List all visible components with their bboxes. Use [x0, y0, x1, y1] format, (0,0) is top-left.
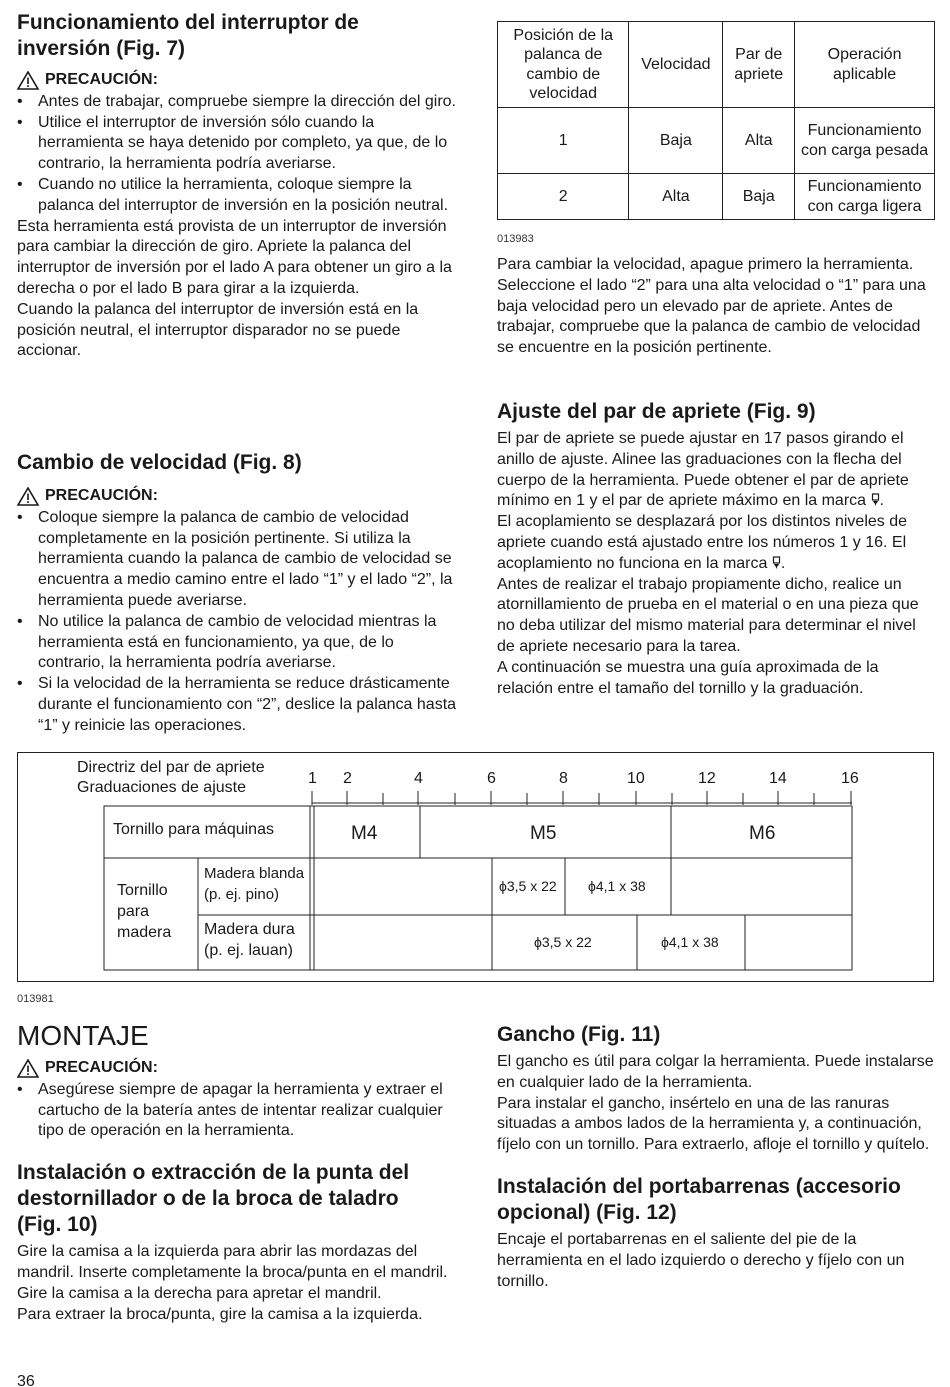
label-line: (p. ej. lauan)	[204, 942, 293, 959]
list-item: • Utilice el interruptor de inversión sólo cuando la herramienta se haya detenido por completo, ya que, de lo contrario, la herramienta podría averiarse.	[17, 113, 457, 175]
caution-heading	[17, 486, 457, 507]
table-header-cell: Par de apriete	[723, 22, 795, 108]
paragraph: El acoplamiento se desplazará por los distintos niveles de apriete cuando está ajustado entre los números 1 y 16. El acoplamiento no funciona en la marca .	[497, 513, 908, 572]
size-m5: M5	[530, 823, 557, 844]
title-line: inversión (Fig. 7)	[17, 37, 186, 60]
guide-label-line: Directriz del par de apriete	[77, 759, 265, 776]
label-line: Madera blanda	[204, 865, 305, 882]
caution-heading	[17, 70, 457, 91]
table-cell: Alta	[629, 174, 723, 220]
caution-label: PRECAUCIÓN:	[45, 71, 158, 88]
table-cell: 1	[498, 108, 629, 174]
list-item: • Si la velocidad de la herramienta se reduce drásticamente durante el funcionamiento con “2”, deslice la palanca hasta “1” y reinicie las operaciones.	[17, 674, 457, 736]
table-cell: Funcionamiento con carga ligera	[795, 174, 935, 220]
figure-code: 013981	[17, 993, 54, 1005]
section-title	[17, 1160, 457, 1238]
paragraph: Gire la camisa a la izquierda para abrir las mordazas del mandril. Inserte completamente la broca/punta en el mandril. Gire la camisa a la derecha para apretar el mandril.	[17, 1243, 448, 1302]
label-line: (p. ej. pino)	[204, 886, 280, 903]
diameter-icon: ϕ	[534, 934, 542, 950]
softwood-label	[204, 863, 304, 905]
text: El par de apriete se puede ajustar en 17 pasos girando el anillo de ajuste. Alinee las graduaciones con la flecha del cuerpo de la herramienta. Puede obtener el par de apriete mínimo en 1 y el par de apriete máximo en la marca	[497, 430, 909, 510]
tick-label: 10	[627, 770, 645, 787]
table-cell: Funcionamiento con carga pesada	[795, 108, 935, 174]
section-title: Cambio de velocidad (Fig. 8)	[17, 451, 302, 474]
text: El acoplamiento se desplazará por los distintos niveles de apriete cuando está ajustado entre los números 1 y 16. El acoplamiento no funciona en la marca	[497, 513, 908, 572]
softwood-screw-a	[499, 876, 557, 897]
list-item: • Asegúrese siempre de apagar la herramienta y extraer el cartucho de la batería antes de intentar realizar cualquier tipo de operación en la herramienta.	[17, 1080, 457, 1142]
warning-icon	[17, 1059, 39, 1078]
list-item: • No utilice la palanca de cambio de velocidad mientras la herramienta está en funcionamiento, ya que, de lo contrario, la herramienta podría averiarse.	[17, 612, 457, 674]
wood-screw-label	[117, 880, 171, 943]
table-cell: 2	[498, 174, 629, 220]
table-header-cell: Operación aplicable	[795, 22, 935, 108]
label-line: Madera dura	[204, 921, 295, 938]
screw-size: 4,1 x 38	[595, 878, 646, 894]
table-cell: Baja	[723, 174, 795, 220]
label-line: madera	[117, 924, 172, 941]
title-line: destornillador o de la broca de taladro	[17, 1187, 399, 1211]
paragraph: Cuando la palanca del interruptor de inversión está en la posición neutral, el interruptor disparador no se puede accionar.	[17, 300, 419, 360]
section-title: Gancho (Fig. 11)	[497, 1023, 661, 1046]
title-line: Funcionamiento del interruptor de	[17, 11, 359, 34]
speed-table-wrap	[497, 21, 935, 250]
paragraph: Encaje el portabarrenas en el saliente del pie de la herramienta en el lado izquierdo o derecho y fíjelo con un tornillo.	[497, 1230, 905, 1290]
hook-section	[497, 1022, 937, 1292]
tick-label: 12	[698, 770, 716, 787]
tick-label: 8	[559, 770, 568, 787]
diameter-icon: ϕ	[661, 934, 669, 950]
caution-list	[17, 508, 457, 737]
section-title: Ajuste del par de apriete (Fig. 9)	[497, 400, 816, 423]
table-cell: Alta	[723, 108, 795, 174]
paragraph: Antes de realizar el trabajo propiamente dicho, realice un atornillamiento de prueba en el material o en una pieza que no deba utilizar del mismo material para determinar el nivel de apriete necesario para la tarea.	[497, 575, 919, 655]
tick-label: 14	[769, 770, 787, 787]
title-line: Instalación o extracción de la punta del	[17, 1161, 410, 1185]
warning-icon	[17, 71, 39, 90]
tick-label: 16	[841, 770, 859, 787]
machine-screw-label: Tornillo para máquinas	[113, 821, 274, 838]
caution-label: PRECAUCIÓN:	[45, 487, 158, 504]
figure-code: 013983	[497, 233, 534, 245]
diameter-icon: ϕ	[588, 878, 596, 894]
caution-heading	[17, 1058, 457, 1079]
title-line: Instalación del portabarrenas (accesorio	[497, 1174, 901, 1198]
drill-mark-icon	[871, 493, 880, 507]
hardwood-label	[204, 919, 295, 961]
torque-section	[497, 399, 937, 699]
speed-table	[497, 21, 935, 220]
tick-label: 6	[487, 770, 496, 787]
table-cell: Baja	[629, 108, 723, 174]
chapter-title: MONTAJE	[17, 1020, 149, 1051]
table-row	[498, 174, 935, 220]
label-line: Tornillo	[117, 882, 168, 899]
paragraph: El par de apriete se puede ajustar en 17 pasos girando el anillo de ajuste. Alinee las graduaciones con la flecha del cuerpo de la herramienta. Puede obtener el par de apriete mínimo en 1 y el par de apriete máximo en la marca .	[497, 430, 909, 510]
paragraph: Para extraer la broca/punta, gire la camisa a la izquierda.	[17, 1305, 423, 1323]
table-header-cell: Velocidad	[629, 22, 723, 108]
guide-label-line: Graduaciones de ajuste	[77, 779, 246, 796]
section-title	[17, 10, 457, 62]
reversing-switch-section	[17, 10, 457, 362]
hardwood-screw-a	[534, 932, 592, 953]
warning-icon	[17, 487, 39, 506]
title-line: opcional) (Fig. 12)	[497, 1200, 677, 1224]
paragraph: A continuación se muestra una guía aproximada de la relación entre el tamaño del tornillo y la graduación.	[497, 658, 879, 697]
speed-change-section	[17, 450, 457, 737]
paragraph: Para cambiar la velocidad, apague primero la herramienta. Seleccione el lado “2” para una alta velocidad o “1” para una baja velocidad pero un elevado par de apriete. Antes de trabajar, compruebe que la palanca de cambio de velocidad se encuentre en la posición pertinente.	[497, 256, 926, 357]
paragraph: El gancho es útil para colgar la herramienta. Puede instalarse en cualquier lado de la herramienta.	[497, 1053, 934, 1091]
screw-size: 4,1 x 38	[668, 934, 719, 950]
tick-label: 2	[343, 770, 352, 787]
screw-size: 3,5 x 22	[541, 934, 592, 950]
hardwood-screw-b	[661, 932, 719, 953]
scale-ticks	[312, 791, 852, 805]
drill-mark-icon	[772, 556, 781, 570]
diameter-icon: ϕ	[499, 878, 507, 894]
assembly-section	[17, 1020, 457, 1325]
table-header-row	[498, 22, 935, 108]
size-m4: M4	[351, 823, 378, 844]
speed-text	[497, 255, 937, 359]
screw-size: 3,5 x 22	[506, 878, 557, 894]
list-item: • Cuando no utilice la herramienta, coloque siempre la palanca del interruptor de inversión en la posición neutral.	[17, 175, 457, 217]
title-line: (Fig. 10)	[17, 1213, 98, 1237]
caution-label: PRECAUCIÓN:	[45, 1059, 158, 1076]
list-item: • Coloque siempre la palanca de cambio de velocidad completamente en la posición pertinente. Si utiliza la herramienta cuando la palanca de cambio de velocidad se encuentra a medio camino entre el lado “1” y el lado “2”, la herramienta puede averiarse.	[17, 508, 457, 612]
paragraph: Para instalar el gancho, insértelo en una de las ranuras situadas a ambos lados de la herramienta y, a continuación, fíjelo con un tornillo. Para extraerlo, afloje el tornillo y quítelo.	[497, 1094, 930, 1154]
paragraph: Esta herramienta está provista de un interruptor de inversión para cambiar la dirección de giro. Apriete la palanca del interruptor de inversión por el lado A para obtener un giro a la derecha o por el lado B para girar a la izquierda.	[17, 217, 452, 297]
softwood-screw-b	[588, 876, 646, 897]
guide-label	[77, 758, 265, 798]
caution-list	[17, 92, 457, 217]
tick-label: 4	[414, 770, 423, 787]
table-row	[498, 108, 935, 174]
tick-label: 1	[308, 770, 317, 787]
list-item: • Antes de trabajar, compruebe siempre la dirección del giro.	[17, 92, 457, 113]
label-line: para	[117, 903, 150, 920]
caution-list	[17, 1080, 457, 1142]
torque-guide-box	[17, 752, 934, 982]
page-number: 36	[17, 1373, 35, 1387]
section-title	[497, 1174, 937, 1226]
size-m6: M6	[749, 823, 776, 844]
table-header-cell: Posición de la palanca de cambio de velocidad	[498, 22, 629, 108]
